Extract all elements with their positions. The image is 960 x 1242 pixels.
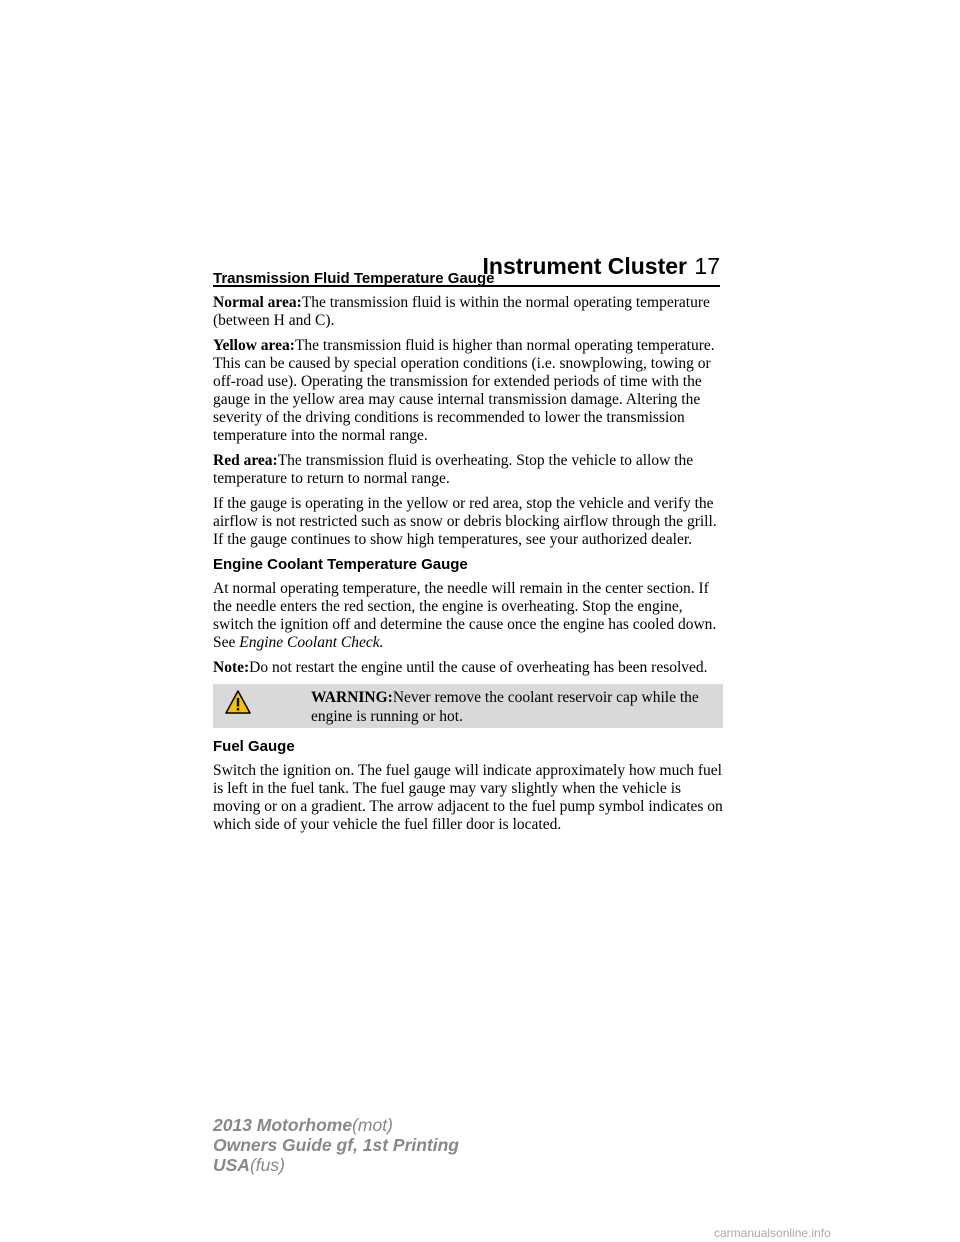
coolant-text: At normal operating temperature, the needle will remain in the center section. If the needle enters the red section, the engine is overheating. Stop the engine, switch the ignition off and determine the cause once the engine has cooled down. See <box>213 580 717 651</box>
normal-area-text: The transmission fluid is within the normal operating temperature (between H and C). <box>213 294 710 329</box>
watermark: carmanualsonline.info <box>714 1226 831 1240</box>
footer-print-info <box>213 1115 459 1175</box>
warning-box <box>213 684 723 728</box>
fuel-gauge-heading: Fuel Gauge <box>213 738 295 755</box>
coolant-check-reference: Engine Coolant Check. <box>239 634 384 651</box>
red-area-paragraph <box>213 452 723 488</box>
footer-model: 2013 Motorhome <box>213 1115 353 1135</box>
fuel-paragraph: Switch the ignition on. The fuel gauge will indicate approximately how much fuel is left in the fuel tank. The fuel gauge may vary slightly when the vehicle is moving or on a gradient. The arrow adjacent to the fuel pump symbol indicates on which side of your vehicle the fuel filler door is located. <box>213 762 723 833</box>
warning-triangle-icon <box>225 690 251 714</box>
footer-model-code: (mot) <box>352 1115 393 1135</box>
footer-line-3 <box>213 1155 459 1175</box>
footer-line-2: Owners Guide gf, 1st Printing <box>213 1135 459 1155</box>
yellow-area-paragraph <box>213 337 723 445</box>
yellow-area-text: The transmission fluid is higher than normal operating temperature. This can be caused by special operation conditions (i.e. snowplowing, towing or off-road use). Operating the transmission for extended periods of time with the gauge in the yellow area may cause internal transmission damage. Altering the severity of the driving conditions is recommended to lower the transmission temperature into the normal range. <box>213 337 715 444</box>
note-text: Do not restart the engine until the cause of overheating has been resolved. <box>249 659 708 676</box>
note-paragraph <box>213 659 723 677</box>
page-content <box>213 270 723 841</box>
normal-area-paragraph <box>213 294 723 330</box>
footer-line-1 <box>213 1115 459 1135</box>
warning-text: Never remove the coolant reservoir cap while the engine is running or hot. <box>311 689 699 725</box>
coolant-gauge-heading: Engine Coolant Temperature Gauge <box>213 556 468 573</box>
red-area-text: The transmission fluid is overheating. Stop the vehicle to allow the temperature to return to normal range. <box>213 452 694 487</box>
footer-market-code: (fus) <box>249 1155 285 1175</box>
yellow-area-term: Yellow area: <box>213 337 295 354</box>
page-number: 17 <box>694 253 720 279</box>
transmission-gauge-heading: Transmission Fluid Temperature Gauge <box>213 270 495 287</box>
normal-area-term: Normal area: <box>213 294 302 311</box>
warning-message <box>311 688 711 726</box>
section-title: Instrument Cluster <box>482 253 687 279</box>
airflow-paragraph: If the gauge is operating in the yellow or red area, stop the vehicle and verify the airflow is not restricted such as snow or debris blocking airflow through the grill. If the gauge continues to show high temperatures, see your authorized dealer. <box>213 495 717 548</box>
footer-market: USA <box>213 1155 250 1175</box>
note-term: Note: <box>213 659 250 676</box>
red-area-term: Red area: <box>213 452 278 469</box>
coolant-paragraph <box>213 580 723 652</box>
warning-label: WARNING: <box>311 689 393 706</box>
